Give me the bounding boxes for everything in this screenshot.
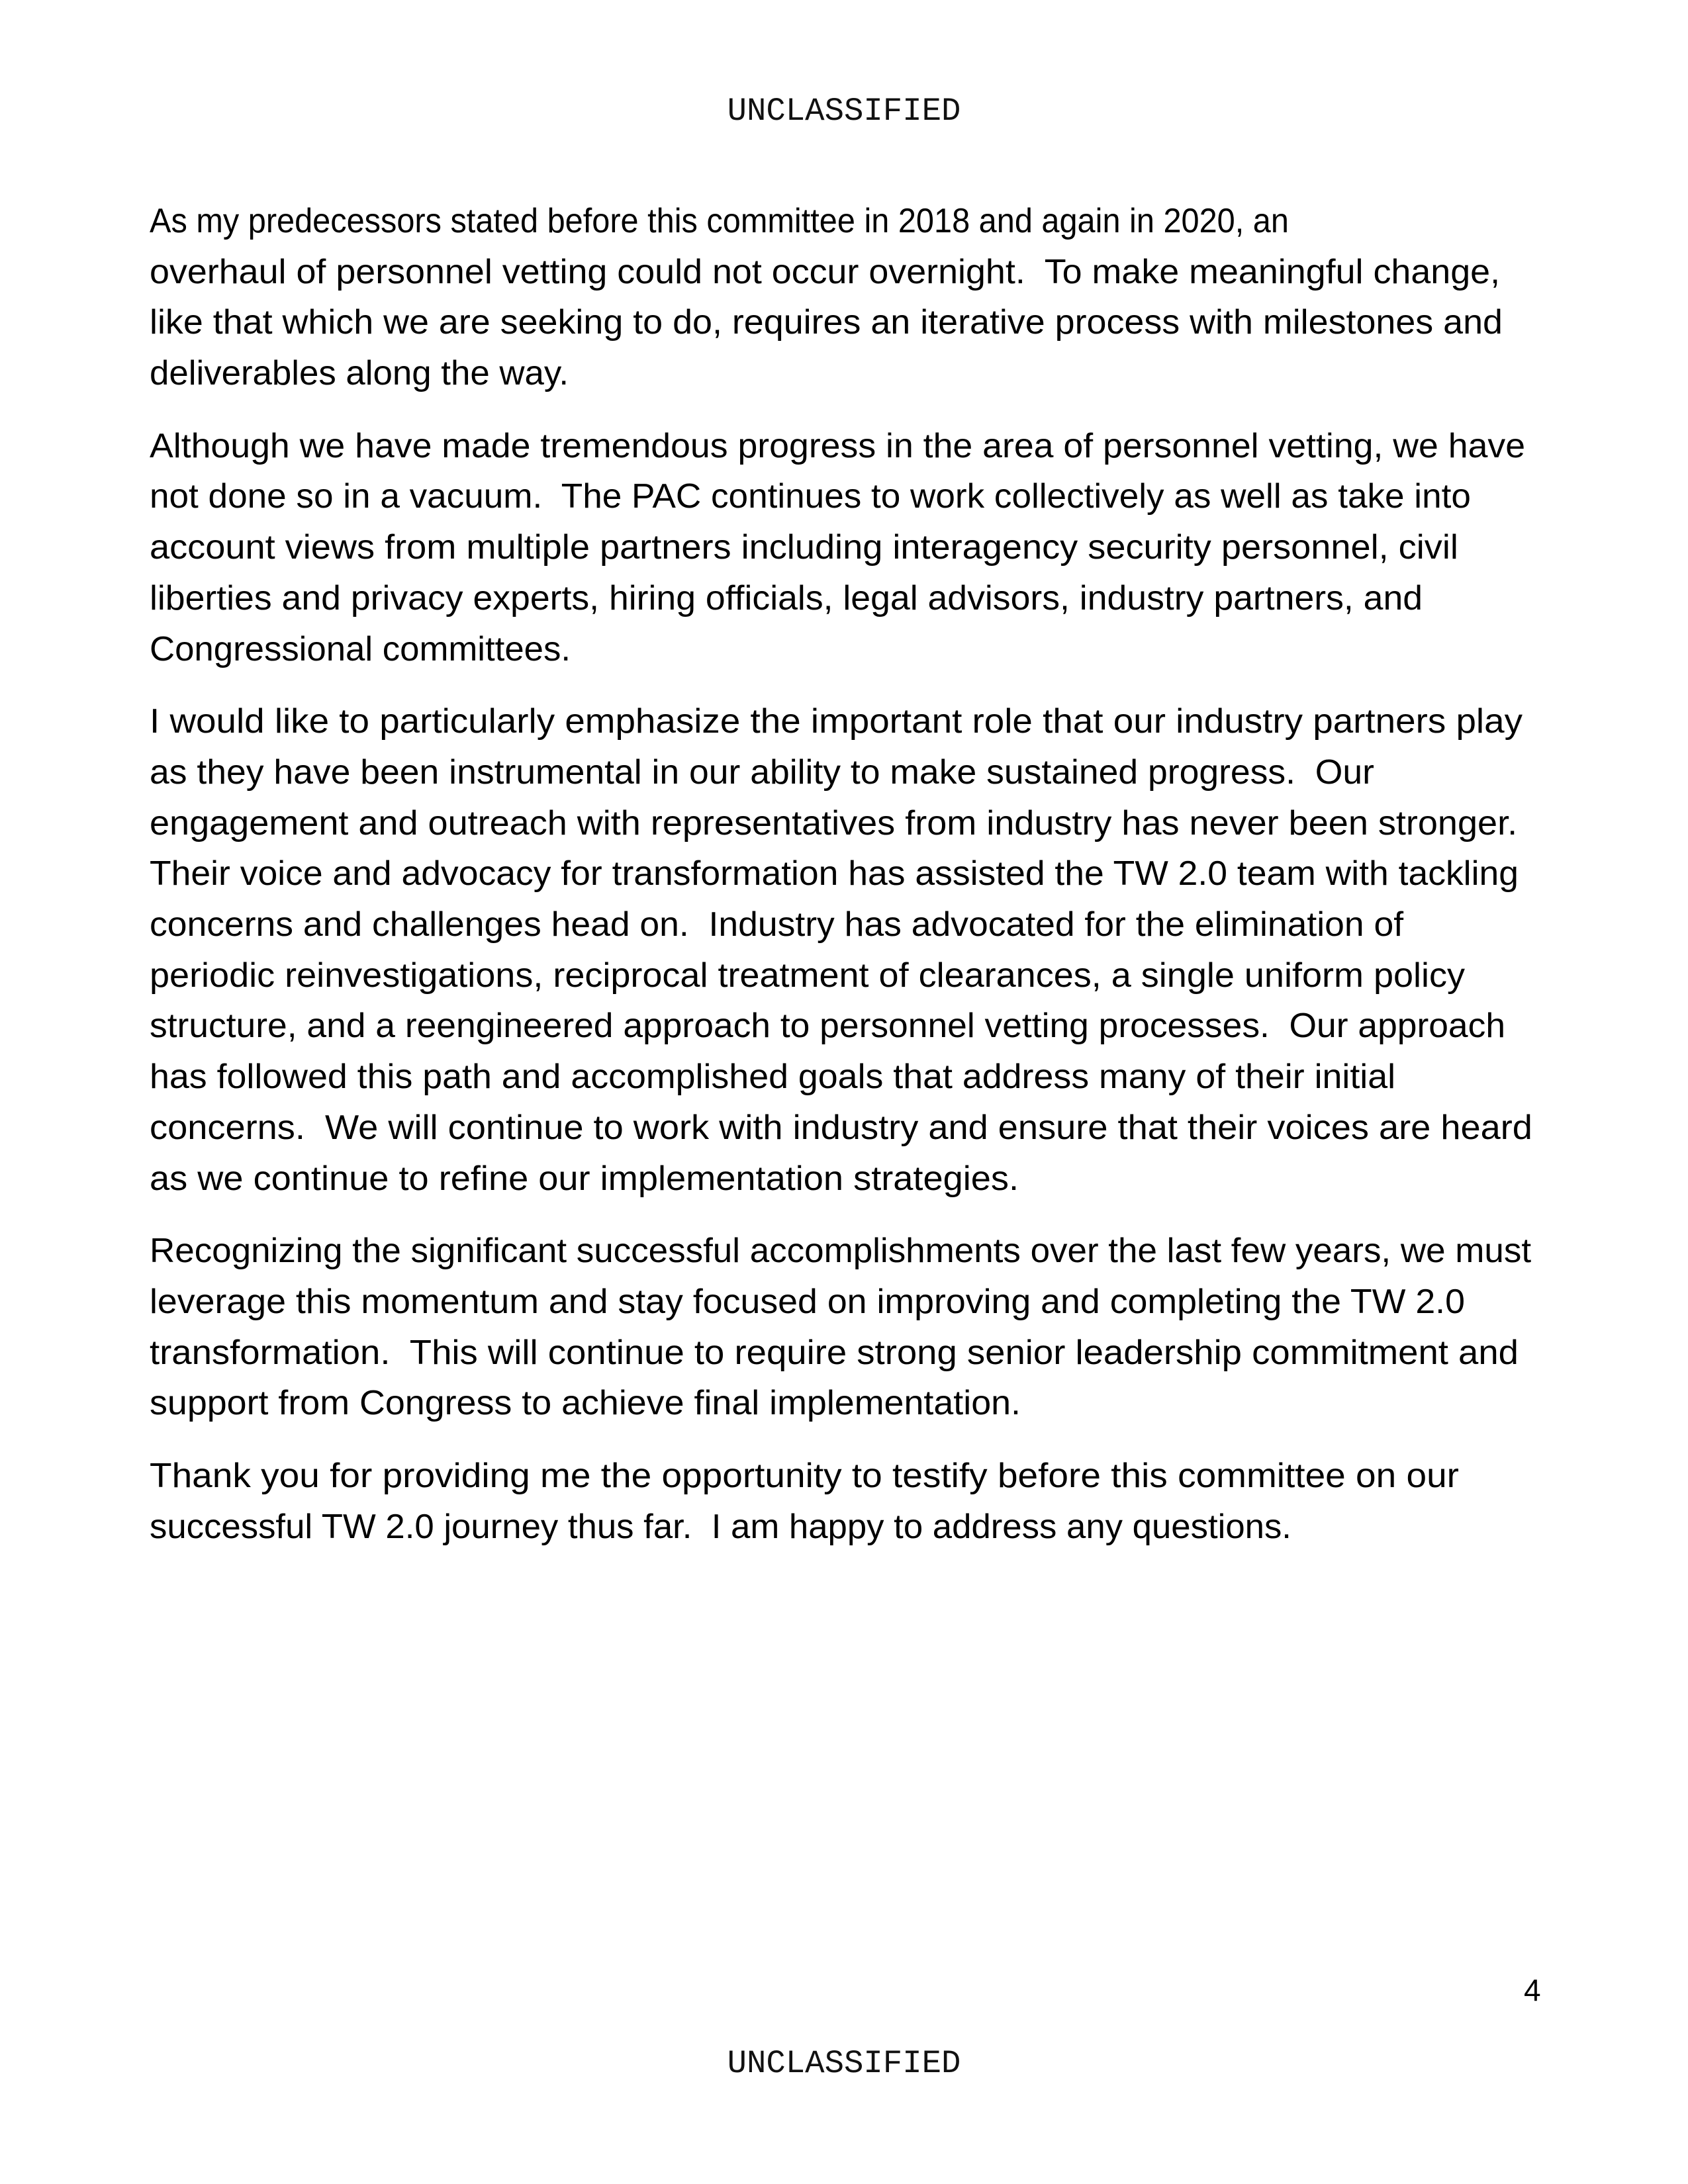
text-line: has followed this path and accomplished goals that address many of their initial bbox=[150, 1058, 1396, 1097]
text-line: concerns and challenges head on. Industry has advocated for the elimination of bbox=[150, 905, 1404, 944]
text-line: Their voice and advocacy for transformation has assisted the TW 2.0 team with tackling bbox=[150, 854, 1519, 893]
text-line: Thank you for providing me the opportunity to testify before this committee on our bbox=[150, 1457, 1459, 1496]
text-line: as we continue to refine our implementation strategies. bbox=[150, 1159, 1019, 1198]
page-number: 4 bbox=[1524, 1973, 1541, 2007]
text-line: I would like to particularly emphasize the important role that our industry partners play bbox=[150, 702, 1523, 741]
text-line: structure, and a reengineered approach to personnel vetting processes. Our approach bbox=[150, 1007, 1506, 1046]
text-line: like that which we are seeking to do, requires an iterative process with milestones and bbox=[150, 303, 1503, 342]
text-line: not done so in a vacuum. The PAC continues to work collectively as well as take into bbox=[150, 477, 1471, 516]
text-line: liberties and privacy experts, hiring officials, legal advisors, industry partners, and bbox=[150, 578, 1423, 617]
classification-marking-header: UNCLASSIFIED bbox=[727, 93, 961, 130]
text-line: overhaul of personnel vetting could not occur overnight. To make meaningful change, bbox=[150, 252, 1501, 291]
text-line: as they have been instrumental in our ability to make sustained progress. Our bbox=[150, 752, 1374, 792]
text-line: successful TW 2.0 journey thus far. I am happy to address any questions. bbox=[150, 1507, 1291, 1546]
text-line: periodic reinvestigations, reciprocal treatment of clearances, a single uniform policy bbox=[150, 956, 1466, 995]
text-line: As my predecessors stated before this committee in 2018 and again in 2020, an bbox=[150, 201, 1289, 240]
text-line: deliverables along the way. bbox=[150, 354, 569, 393]
text-line: concerns. We will continue to work with industry and ensure that their voices are heard bbox=[150, 1108, 1532, 1147]
text-line: support from Congress to achieve final implementation. bbox=[150, 1384, 1021, 1423]
text-line: account views from multiple partners including interagency security personnel, civil bbox=[150, 528, 1458, 567]
text-line: Although we have made tremendous progress in the area of personnel vetting, we have bbox=[150, 426, 1526, 465]
text-line: transformation. This will continue to require strong senior leadership commitment and bbox=[150, 1333, 1519, 1372]
text-line: Congressional committees. bbox=[150, 629, 571, 668]
text-line: leverage this momentum and stay focused on improving and completing the TW 2.0 bbox=[150, 1282, 1465, 1321]
classification-marking-footer: UNCLASSIFIED bbox=[727, 2045, 961, 2082]
text-line: Recognizing the significant successful accomplishments over the last few years, we must bbox=[150, 1232, 1532, 1271]
text-line: engagement and outreach with representatives from industry has never been stronger. bbox=[150, 803, 1518, 842]
